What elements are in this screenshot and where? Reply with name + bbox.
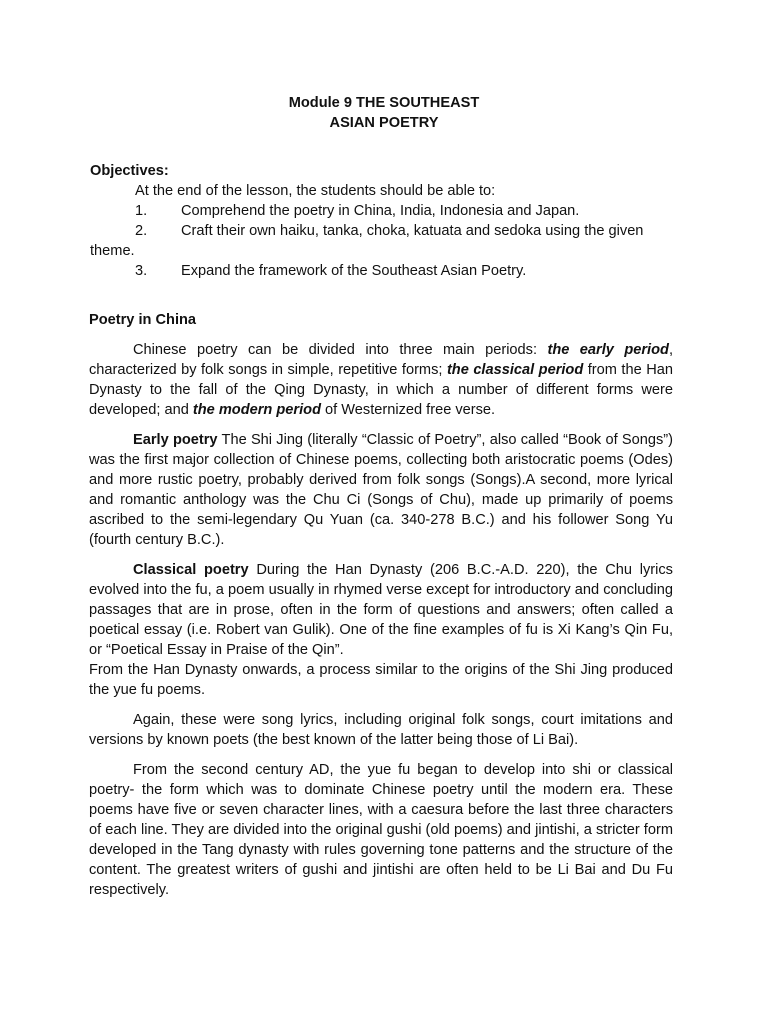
term-classical-period: the classical period: [446, 362, 584, 378]
list-item: [90, 201, 675, 221]
text-run: Chinese poetry can be divided into three main periods:: [133, 342, 548, 358]
list-item: [90, 221, 675, 261]
list-item-number: 1.: [135, 203, 148, 219]
poetry-in-china-section: [89, 310, 673, 910]
list-item-text: Expand the framework of the Southeast Asian Poetry.: [181, 263, 527, 279]
paragraph-shi-poetry: From the second century AD, the yue fu began to develop into shi or classical poetry- the form which was to dominate Chinese poetry until the modern era. These poems have five or seven character lines, with a caesura before the last three characters of each line. They are divided into the original gushi (old poems) and jintishi, a stricter form developed in the Tang dynasty with rules governing tone patterns and the structure of the content. The greatest writers of gushi and jintishi are often held to be Li Bai and Du Fu respectively.: [89, 762, 673, 898]
list-item-number: 2.: [135, 223, 148, 239]
term-early-period: the early period: [547, 342, 669, 358]
title-line-1: Module 9 THE SOUTHEAST: [288, 95, 480, 111]
list-item-text: Craft their own haiku, tanka, choka, katuata and sedoka using the given: [181, 223, 644, 239]
text-run: , characterized by folk songs in simple, repetitive forms;: [89, 342, 673, 378]
paragraph-yue-fu-origin: From the Han Dynasty onwards, a process similar to the origins of the Shi Jing produced the yue fu poems.: [89, 662, 673, 698]
title-line-2: ASIAN POETRY: [329, 115, 439, 131]
text-run: During the Han Dynasty (206 B.C.-A.D. 220), the Chu lyrics evolved into the fu, a poem usually in rhymed verse except for introductory and concluding passages that are in prose, often in the form of questions and answers; often called a poetical essay (i.e. Robert van Gulik). One of the fine examples of fu is Xi Kang’s Qin Fu, or “Poetical Essay in Praise of the Qin”.: [89, 562, 673, 658]
paragraph-early-poetry: [89, 430, 673, 550]
list-item: [90, 261, 675, 281]
text-run: from the Han Dynasty to the fall of the Qing Dynasty, in which a number of different forms were developed; and: [89, 362, 673, 418]
text-run: of Westernized free verse.: [320, 402, 496, 418]
list-item-number: 3.: [135, 263, 148, 279]
paragraph-lead: Classical poetry: [133, 562, 249, 578]
paragraph-lead: Early poetry: [133, 432, 218, 448]
term-modern-period: the modern period: [192, 402, 321, 418]
list-item-continuation: theme.: [90, 243, 135, 259]
objectives-intro: At the end of the lesson, the students should be able to:: [135, 183, 496, 199]
paragraph-classical-poetry: [89, 560, 673, 660]
paragraph-song-lyrics: Again, these were song lyrics, including original folk songs, court imitations and versions by known poets (the best known of the latter being those of Li Bai).: [89, 712, 673, 748]
list-item-text: Comprehend the poetry in China, India, Indonesia and Japan.: [181, 203, 580, 219]
text-run: The Shi Jing (literally “Classic of Poetry”, also called “Book of Songs”) was the first major collection of Chinese poems, collecting both aristocratic poems (Odes) and more rustic poetry, probably derived from folk songs (Songs).A second, more lyrical and romantic anthology was the Chu Ci (Songs of Chu), made up primarily of poems ascribed to the semi-legendary Qu Yuan (ca. 340-278 B.C.) and his follower Song Yu (fourth century B.C.).: [89, 432, 673, 548]
objectives-heading: Objectives:: [90, 163, 169, 179]
paragraph-periods: [89, 340, 673, 420]
objectives-list: [90, 201, 675, 281]
page-title: [0, 93, 768, 133]
objectives-section: [90, 161, 675, 281]
section-heading: Poetry in China: [89, 312, 197, 328]
